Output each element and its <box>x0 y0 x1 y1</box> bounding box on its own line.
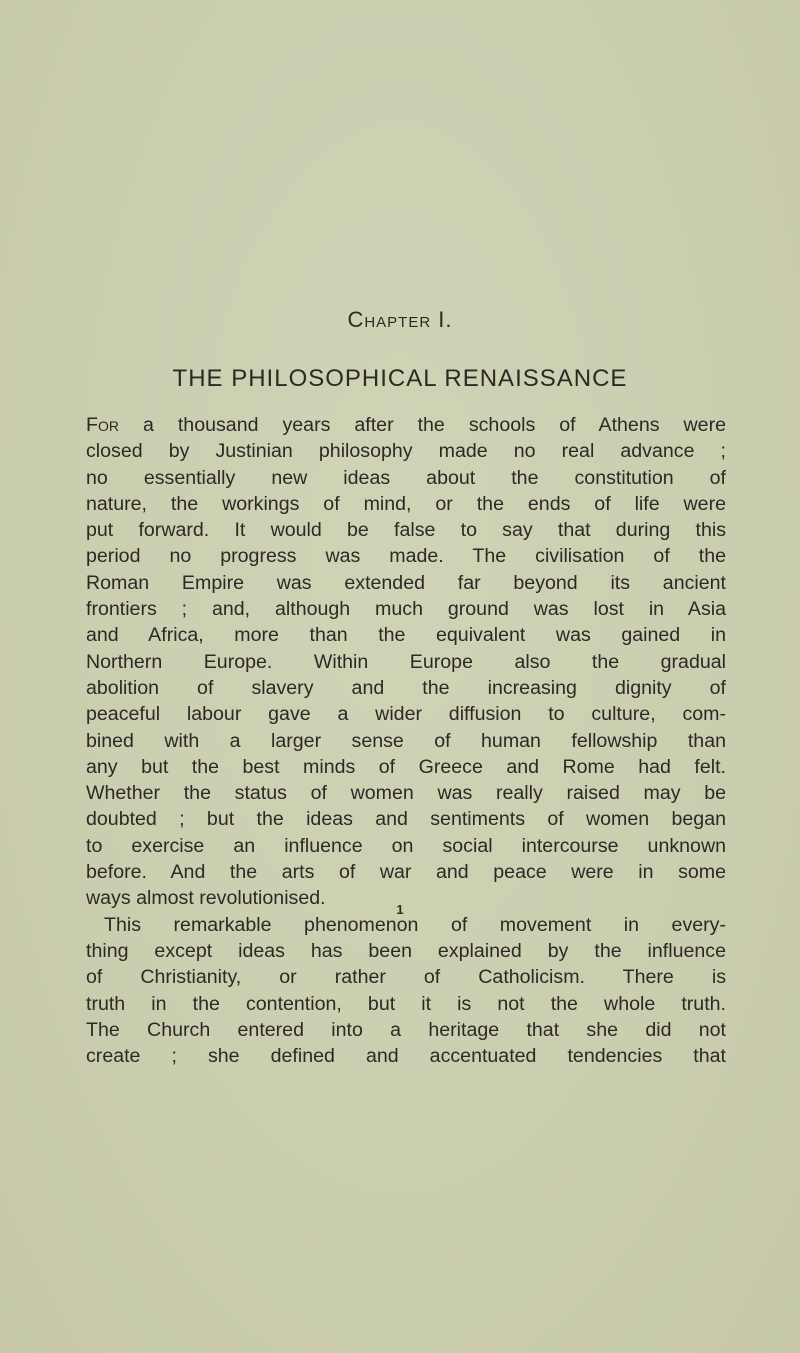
text-line: truth in the contention, but it is not the whole truth. <box>86 992 726 1015</box>
text-line: The Church entered into a heritage that she did not <box>86 1018 726 1041</box>
text-line: closed by Justinian philosophy made no real advance ; <box>86 440 726 463</box>
text-line: This remarkable phenomenon of movement in every- <box>104 913 726 936</box>
text-line: frontiers ; and, although much ground was lost in Asia <box>86 598 726 621</box>
text-line: Whether the status of women was really raised may be <box>86 782 726 805</box>
text-line: before. And the arts of war and peace were in some <box>86 861 726 884</box>
text-line: For a thousand years after the schools of Athens were <box>86 414 726 436</box>
text-line: to exercise an influence on social intercourse unknown <box>86 834 726 857</box>
text-line: no essentially new ideas about the constitution of <box>86 466 726 489</box>
text-line: doubted ; but the ideas and sentiments of women began <box>86 808 726 831</box>
text-line: any but the best minds of Greece and Rome had felt. <box>86 755 726 778</box>
text-line: create ; she defined and accentuated tendencies that <box>86 1045 726 1068</box>
body-text <box>86 412 726 1069</box>
text-line: put forward. It would be false to say that during this <box>86 519 726 542</box>
text-line: Northern Europe. Within Europe also the gradual <box>86 650 726 673</box>
text-line: abolition of slavery and the increasing dignity of <box>86 676 726 699</box>
chapter-title: THE PHILOSOPHICAL RENAISSANCE <box>172 365 628 392</box>
lead-word: For <box>86 414 119 436</box>
text-line: period no progress was made. The civilisation of the <box>86 545 726 568</box>
text-line: and Africa, more than the equivalent was gained in <box>86 624 726 647</box>
page-number: 1 <box>396 902 404 917</box>
chapter-heading: Chapter I. <box>347 307 453 332</box>
text-line: of Christianity, or rather of Catholicism. There is <box>86 966 726 989</box>
text-line: ways almost revolutionised. <box>86 887 326 910</box>
text-line: bined with a larger sense of human fellowship than <box>86 729 726 752</box>
text-line: thing except ideas has been explained by the influence <box>86 939 726 962</box>
text-line: nature, the workings of mind, or the ends of life were <box>86 492 726 515</box>
text-line: peaceful labour gave a wider diffusion to culture, com- <box>86 703 726 726</box>
text-line: Roman Empire was extended far beyond its ancient <box>86 571 726 594</box>
